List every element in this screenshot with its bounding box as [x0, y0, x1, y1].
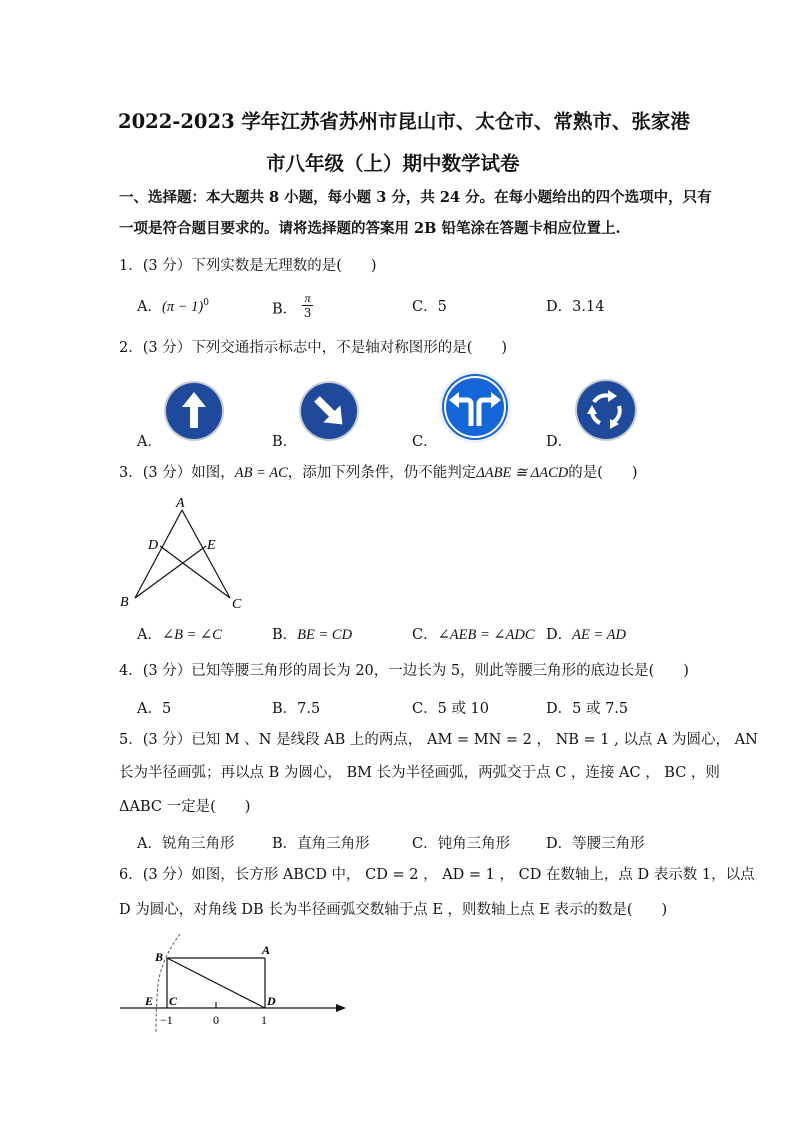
q2-option-d-label: D． [546, 434, 573, 450]
label-c: C [169, 994, 178, 1008]
question-3-stem [119, 461, 638, 482]
option-text: 5 或 7.5 [572, 701, 629, 717]
paper-title-line-2: 市八年级（上）期中数学试卷 [266, 152, 520, 175]
option-label: D． [546, 836, 573, 852]
roundabout-sign-icon [574, 378, 638, 442]
option-label: B． [272, 301, 298, 318]
question-5-line-1: 5．(3 分）已知 M 、N 是线段 AB 上的两点， AM = MN = 2 ， NB = 1 , 以点 A 为圆心， AN [119, 732, 758, 748]
diagonal-bd [167, 958, 265, 1008]
fraction-numerator: π [302, 291, 314, 306]
option-text: AE = AD [572, 627, 626, 643]
label-a: A [176, 496, 185, 511]
label-b: B [155, 950, 164, 964]
option-label: D． [546, 627, 573, 643]
option-label: D． [546, 701, 573, 717]
q5-option-b[interactable] [272, 832, 370, 853]
option-text: 直角三角形 [297, 836, 370, 852]
question-6-line-1: 6．(3 分）如图，长方形 ABCD 中， CD = 2 ， AD = 1 ， CD 在数轴上，点 D 表示数 1，以点 [119, 867, 755, 883]
stem-math: ΔABE ≅ ΔACD [476, 465, 569, 481]
q2-option-b-label: B． [272, 434, 298, 450]
option-label: C． [412, 627, 438, 643]
option-text: (π − 1) [161, 299, 204, 315]
tick-label-1: 1 [261, 1013, 267, 1027]
option-label: B． [272, 701, 298, 717]
option-label: A． [137, 299, 162, 315]
question-4-stem: 4．(3 分）已知等腰三角形的周长为 20，一边长为 5，则此等腰三角形的底边长是( ) [119, 663, 689, 679]
q6-number-line-figure [118, 928, 350, 1038]
fraction [302, 291, 314, 320]
tick-label-minus-1: −1 [160, 1013, 173, 1027]
q5-option-a[interactable] [137, 832, 234, 853]
question-6-line-2: D 为圆心，对角线 DB 长为半径画弧交数轴于点 E ，则数轴上点 E 表示的数是( ) [119, 902, 668, 918]
arrow-down-right-sign-icon [298, 380, 360, 442]
q4-option-c[interactable] [412, 697, 489, 718]
q3-option-a[interactable] [137, 623, 222, 644]
option-label: B． [272, 627, 298, 643]
option-text: 3.14 [572, 299, 605, 315]
label-d: D [267, 994, 276, 1008]
option-label: B． [272, 836, 298, 852]
option-label: A． [137, 701, 162, 717]
paper-title-line-1: 2022-2023 学年江苏省苏州市昆山市、太仓市、常熟市、张家港 [118, 110, 690, 133]
q2-option-a-label: A． [137, 434, 162, 450]
question-1-stem: 1．(3 分）下列实数是无理数的是( ) [119, 258, 377, 274]
fraction-denominator: 3 [303, 306, 312, 320]
option-text: 锐角三角形 [161, 836, 235, 852]
option-text: ∠AEB = ∠ADC [437, 627, 535, 643]
label-d: D [148, 538, 159, 553]
q4-option-b[interactable] [272, 697, 320, 718]
q3-option-b[interactable] [272, 623, 352, 644]
segment-ab [135, 510, 182, 598]
option-text: 等腰三角形 [572, 836, 645, 852]
label-b: B [120, 595, 129, 610]
stem-text: 3．(3 分）如图， [119, 465, 235, 481]
label-e: E [207, 538, 216, 553]
q3-option-c[interactable] [412, 623, 535, 644]
q3-triangle-figure [112, 490, 262, 615]
q1-option-a[interactable] [137, 295, 209, 316]
option-label: C． [412, 299, 438, 315]
q5-option-c[interactable] [412, 832, 510, 853]
option-text: 5 或 10 [437, 701, 490, 717]
question-5-line-3: ΔABC 一定是( ) [119, 799, 251, 815]
q3-option-d[interactable] [546, 623, 626, 644]
label-c: C [232, 597, 242, 612]
option-label: C． [412, 701, 438, 717]
option-text: BE = CD [297, 627, 353, 643]
option-exponent: 0 [203, 298, 209, 309]
question-5-line-2: 长为半径画弧；再以点 B 为圆心， BM 长为半径画弧，两弧交于点 C ，连接 AC ， BC ，则 [119, 765, 720, 781]
axis-arrow [336, 1004, 346, 1012]
option-label: A． [137, 627, 162, 643]
stem-text: 的是( ) [568, 465, 638, 481]
q2-option-c-label: C． [412, 434, 438, 450]
section-instructions-line-2: 一项是符合题目要求的。请将选择题的答案用 2B 铅笔涂在答题卡相应位置上. [119, 220, 621, 237]
label-a: A [262, 943, 271, 957]
option-label: A． [137, 836, 162, 852]
question-2-stem: 2．(3 分）下列交通指示标志中，不是轴对称图形的是( ) [119, 340, 508, 356]
q2-option-b[interactable] [298, 380, 360, 446]
section-instructions-line-1: 一、选择题：本大题共 8 小题，每小题 3 分，共 24 分。在每小题给出的四个选项中，只有 [119, 189, 712, 206]
option-text: ∠B = ∠C [161, 627, 222, 643]
arrow-up-sign-icon [163, 380, 225, 442]
q4-option-d[interactable] [546, 697, 628, 718]
option-label: D． [546, 299, 573, 315]
q4-option-a[interactable] [137, 697, 171, 718]
turn-left-right-sign-icon [438, 370, 512, 444]
option-text: 5 [161, 701, 172, 717]
q1-option-b[interactable] [272, 291, 313, 324]
segment-ac [182, 510, 230, 598]
stem-text: ，添加下列条件，仍不能判定 [287, 465, 477, 481]
option-text: 7.5 [297, 701, 321, 717]
q2-option-d[interactable] [574, 378, 638, 446]
q5-option-d[interactable] [546, 832, 645, 853]
option-text: 钝角三角形 [437, 836, 511, 852]
q2-option-c[interactable] [438, 370, 512, 448]
option-text: 5 [437, 299, 447, 315]
label-e: E [145, 994, 154, 1008]
q2-option-a[interactable] [163, 380, 225, 446]
stem-math: AB = AC [234, 465, 288, 481]
option-label: C． [412, 836, 438, 852]
q1-option-c[interactable] [412, 295, 447, 316]
tick-label-0: 0 [213, 1013, 219, 1027]
q1-option-d[interactable] [546, 295, 604, 316]
